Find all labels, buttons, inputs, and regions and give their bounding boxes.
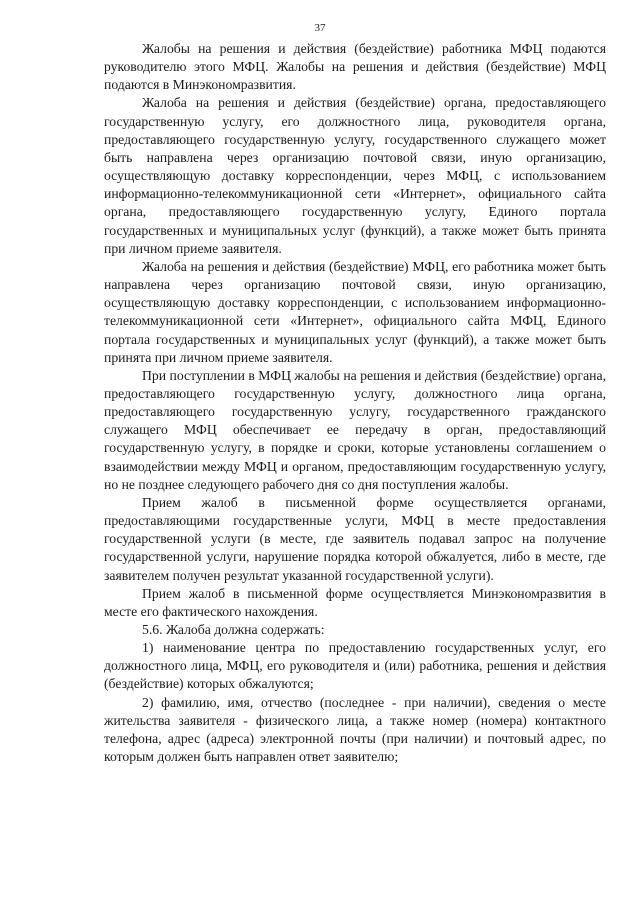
paragraph-complaints-authority: Жалоба на решения и действия (бездействие) органа, предоставляющего государственную услугу, его должностного лица, руководителя органа, предоставляющего государственную услугу, государственного служащего может быть направлена через организацию почтовой связи, иную организацию, осуществляющую доставку корреспонденции, через МФЦ, с использованием информационно-телекоммуникационной сети «Интернет», официального сайта органа, предоставляющего государственную услугу, Единого портала государственных и муниципальных услуг (функций), а также может быть принята при личном приеме заявителя.: [104, 95, 606, 256]
paragraph-complaints-mfc: Жалоба на решения и действия (бездействие) МФЦ, его работника может быть направлена через организацию почтовой связи, иную организацию, осуществляющую доставку корреспонденции, с использованием информационно-телекоммуникационной сети «Интернет», официального сайта МФЦ, Единого портала государственных и муниципальных услуг (функций), а также может быть принята при личном приеме заявителя.: [104, 258, 606, 365]
paragraph-complaints-mfc-worker: Жалобы на решения и действия (бездействие) работника МФЦ подаются руководителю этого МФЦ. Жалобы на решения и действия (бездействие) МФЦ подаются в Минэкономразвития.: [104, 41, 606, 93]
section-heading-5-6: 5.6. Жалоба должна содержать:: [142, 622, 325, 637]
list-item-1: 1) наименование центра по предоставлению государственных услуг, его должностного лица, МФЦ, его руководителя и (или) работника, решения и действия (бездействие) которых обжалуются;: [104, 640, 606, 692]
page-number: 37: [314, 22, 326, 34]
paragraph-complaint-transfer: При поступлении в МФЦ жалобы на решения и действия (бездействие) органа, предоставляющего государственную услугу, должностного лица органа, предоставляющего государственную услугу, государственного гражданского служащего МФЦ обеспечивает ее передачу в орган, предоставляющий государственную услугу, в порядке и сроки, которые установлены соглашением о взаимодействии между МФЦ и органом, предоставляющим государственную услугу, но не позднее следующего рабочего дня со дня поступления жалобы.: [104, 367, 606, 492]
document-body: [104, 40, 606, 766]
paragraph-written-complaints-authorities: Прием жалоб в письменной форме осуществляется органами, предоставляющими государственные услуги, МФЦ в месте предоставления государственной услуги (в месте, где заявитель подавал запрос на получение государственной услуги, нарушение порядка которой обжалуется, либо в месте, где заявителем получен результат указанной государственной услуги).: [104, 494, 606, 583]
list-item-2: 2) фамилию, имя, отчество (последнее - при наличии), сведения о месте жительства заявителя - физического лица, а также номер (номера) контактного телефона, адрес (адреса) электронной почты (при наличии) и почтовый адрес, по которым должен быть направлен ответ заявителю;: [104, 694, 606, 765]
paragraph-written-complaints-ministry: Прием жалоб в письменной форме осуществляется Минэкономразвития в месте его фактического нахождения.: [104, 585, 606, 619]
